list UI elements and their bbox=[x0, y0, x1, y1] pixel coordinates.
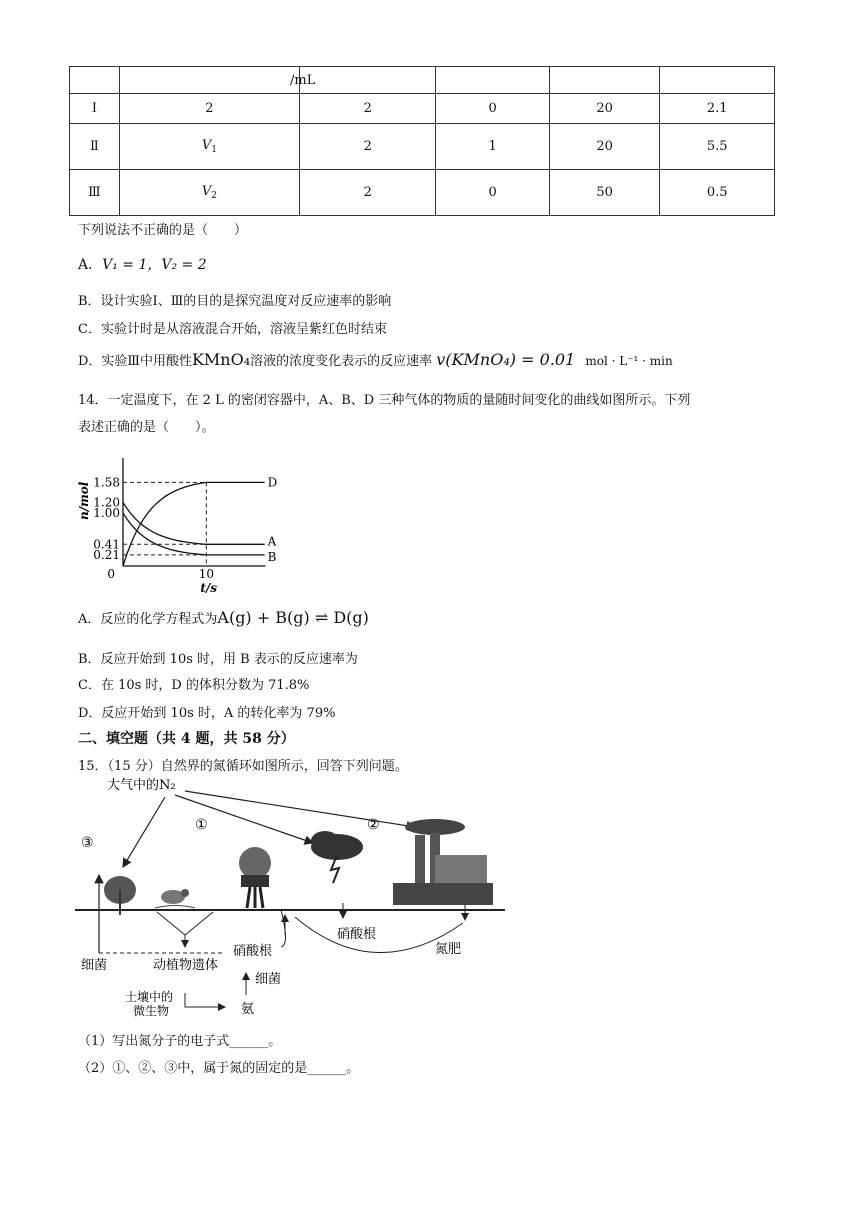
nitrogen-cycle-diagram bbox=[75, 775, 515, 1020]
series-label: B bbox=[267, 549, 277, 564]
y-axis-label: n/mol bbox=[77, 481, 91, 520]
lightning-cloud-icon bbox=[311, 831, 363, 883]
q14-option-b: B．反应开始到 10s 时，用 B 表示的反应速率为 bbox=[78, 652, 358, 667]
table-cell: 20 bbox=[549, 124, 660, 170]
table-cell bbox=[119, 67, 299, 94]
table-cell: 0 bbox=[436, 94, 549, 124]
section-title: 二、填空题（共 4 题，共 58 分） bbox=[78, 731, 295, 747]
table-cell: $V_1$ bbox=[119, 124, 299, 170]
q13-option-d: D．实验Ⅲ中用酸性KMnO₄溶液的浓度变化表示的反应速率 v(KMnO₄) = 0.01 mol · L⁻¹ · min bbox=[78, 350, 673, 369]
table-cell: 2 bbox=[300, 94, 436, 124]
table-cell: 1 bbox=[436, 124, 549, 170]
experiment-table bbox=[69, 66, 775, 216]
label-2: ② bbox=[367, 817, 380, 833]
atmosphere-label: 大气中的N₂ bbox=[107, 778, 176, 793]
series-line-A bbox=[123, 502, 265, 544]
label-3: ③ bbox=[81, 835, 94, 851]
table-cell: 0.5 bbox=[660, 170, 775, 216]
q14-chart bbox=[77, 450, 278, 600]
table-cell bbox=[549, 67, 660, 94]
table-cell: 2 bbox=[300, 124, 436, 170]
q13-option-c: C．实验计时是从溶液混合开始，溶液呈紫红色时结束 bbox=[78, 322, 387, 337]
table-cell bbox=[70, 67, 120, 94]
row-id: Ⅲ bbox=[70, 170, 120, 216]
q13-option-a: A．V₁ = 1，V₂ = 2 bbox=[78, 257, 207, 273]
table-cell: 0 bbox=[436, 170, 549, 216]
table-cell bbox=[436, 67, 549, 94]
row-id: Ⅱ bbox=[70, 124, 120, 170]
nitrate-label-center: 硝酸根 bbox=[233, 944, 273, 959]
bacteria-label-left: 细菌 bbox=[81, 958, 108, 973]
table-cell bbox=[660, 67, 775, 94]
bacteria-label-center: 细菌 bbox=[255, 972, 282, 987]
q14-option-c: C．在 10s 时，D 的体积分数为 71.8% bbox=[78, 678, 310, 693]
remains-funnel bbox=[157, 912, 213, 935]
tree-icon bbox=[239, 847, 271, 908]
series-label: D bbox=[267, 475, 278, 490]
q13-stem: 下列说法不正确的是（ ） bbox=[78, 223, 248, 238]
x-tick-label: 10 bbox=[198, 567, 214, 581]
x-tick-label: 0 bbox=[107, 567, 115, 581]
arrow-to-factory bbox=[185, 791, 415, 827]
table-row bbox=[70, 94, 775, 124]
table-cell: 5.5 bbox=[660, 124, 775, 170]
q14-stem-line1: 14．一定温度下，在 2 L 的密闭容器中，A、B、D 三种气体的物质的量随时间变化的曲线如图所示。下列 bbox=[78, 393, 691, 408]
q15-part1: （1）写出氮分子的电子式______。 bbox=[78, 1034, 282, 1049]
animal-icon bbox=[155, 889, 195, 908]
soil-label-1: 土壤中的 bbox=[125, 990, 174, 1004]
table-cell: 2.1 bbox=[660, 94, 775, 124]
y-tick-label: 0.21 bbox=[93, 547, 120, 562]
label-1: ① bbox=[195, 817, 208, 833]
soil-label-2: 微生物 bbox=[133, 1004, 170, 1018]
y-tick-label: 1.20 bbox=[93, 495, 120, 510]
table-cell: 2 bbox=[119, 94, 299, 124]
series-label: A bbox=[267, 534, 277, 549]
series-line-B bbox=[123, 513, 265, 555]
arrow-to-plant bbox=[123, 797, 165, 867]
row-id: Ⅰ bbox=[70, 94, 120, 124]
q14-stem-line2: 表述正确的是（ ）。 bbox=[78, 420, 215, 435]
table-cell: 20 bbox=[549, 94, 660, 124]
factory-icon bbox=[393, 819, 493, 905]
fertilizer-label: 氮肥 bbox=[435, 942, 462, 957]
remains-label: 动植物遗体 bbox=[153, 958, 219, 973]
table-cell: $V_2$ bbox=[119, 170, 299, 216]
y-tick-label: 1.00 bbox=[93, 506, 120, 521]
q14-option-d: D．反应开始到 10s 时，A 的转化率为 79% bbox=[78, 706, 336, 721]
y-tick-label: 1.58 bbox=[93, 475, 120, 490]
x-axis-label: t/s bbox=[200, 581, 218, 595]
nitrate-label-right: 硝酸根 bbox=[337, 927, 377, 942]
q15-stem: 15．（15 分）自然界的氮循环如图所示，回答下列问题。 bbox=[78, 759, 408, 774]
table-cell: 2 bbox=[300, 170, 436, 216]
table-row bbox=[70, 124, 775, 170]
table-header-unit: /mL bbox=[300, 67, 436, 94]
q14-option-a: A．反应的化学方程式为A(g) + B(g) ⇌ D(g) bbox=[78, 608, 369, 627]
table-cell: 50 bbox=[549, 170, 660, 216]
table-row bbox=[70, 170, 775, 216]
y-tick-label: 0.41 bbox=[93, 537, 120, 552]
ammonia-label: 氨 bbox=[241, 1002, 255, 1017]
q13-option-b: B．设计实验Ⅰ、Ⅲ的目的是探究温度对反应速率的影响 bbox=[78, 294, 392, 309]
q15-part2: （2）①、②、③中，属于氮的固定的是______。 bbox=[78, 1061, 360, 1076]
